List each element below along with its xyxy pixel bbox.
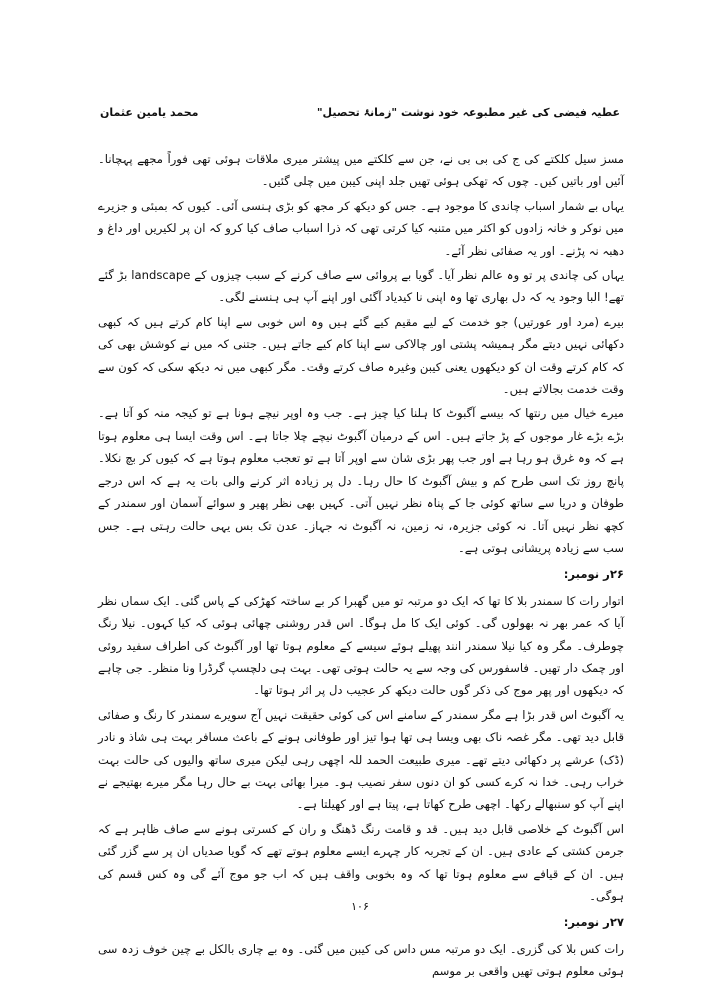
body-paragraph: رات کس بلا کی گزری۔ ایک دو مرتبہ مس داس کی کیبن میں گئی۔ وہ بے چاری بالکل بے چین خوف زدہ سی ہوئی معلوم ہوتی تھیں واقعی بر موسم xyxy=(98,941,624,979)
header-author: محمد یامین عثمان xyxy=(100,106,199,119)
body-paragraph: اس آگبوٹ کے خلاصی قابل دید ہیں۔ قد و قامت رنگ ڈھنگ و ران کے کسرتی ہونے سے صاف ظاہر ہے کہ جرمن کشتی کے عادی ہیں۔ ان کے تجربہ کار چہرے ایسے معلوم ہوتے تھے کہ گویا صدیاں ان پر سے گزر گئی ہیں۔ ان کے قیافے سے معلوم ہوتا تھا کہ وہ بخوبی واقف ہیں کہ اب جو موج آئے گی وہ کس قسم کی ہوگی۔ xyxy=(98,821,624,903)
body-paragraph: مسز سیل کلکتے کی ج کی بی بی نے، جن سے کلکتے میں پیشتر میری ملاقات ہوئی تھی فوراً مجھے پہچانا۔ آئیں اور باتیں کیں۔ چوں کہ تھکی ہوئی تھیں جلد اپنی کیبن میں چلی گئیں۔ xyxy=(98,152,624,189)
body-paragraph: یہاں کی چاندی پر تو وہ عالم نظر آیا۔ گویا بے پروائی سے صاف کرنے کے سبب چیزوں کے landscape بڑ گئے تھے! البا وجود یہ کہ دل بھاری تھا وہ اپنی نا کیدیاد آگئی اور اپنے آپ ہی ہنسنے لگی۔ xyxy=(98,268,624,305)
section-date-heading: ۲۷ر نومبر: xyxy=(563,915,624,930)
body-text xyxy=(98,148,624,985)
body-paragraph: اتوار رات کا سمندر بلا کا تھا کہ ایک دو مرتبہ تو میں گھبرا کر بے ساختہ کھڑکی کے پاس گئی۔ ایک سماں نظر آیا کہ عمر بھر نہ بھولوں گی۔ کوئی ایک کا مل ہوگا۔ اس قدر روشنی چھائی ہوئی کہ کیا کہوں۔ نیلا رنگ چوطرف۔ مگر وہ کیا نیلا سمندر انند پھیلے ہوئے سیسے کے معلوم ہوتا تھا اور آگبوٹ کی اطراف سفید روئی اور چمک دار تھیں۔ فاسفورس کی وجہ سے یہ حالت ہوتی تھی۔ بہت ہی دلچسپ گرڈرا ونا منظر۔ جی چاہے کہ دیکھوں اور پھر موج کی ذکر گوں حالت دیکھ کر عجیب دل پر اثر ہوتا تھا۔ xyxy=(98,593,624,698)
body-paragraph: یہ آگبوٹ اس قدر بڑا ہے مگر سمندر کے سامنے اس کی کوئی حقیقت نہیں آج سویرے سمندر کا رنگ و صفائی قابل دید تھی۔ مگر غصہ ناک بھی ویسا ہی تھا ہوا تیز اور طوفانی ہونے کے باعث مسافر بہت ہی شاذ و نادر (ڈک) عرشے پر دکھائی دیتے تھے۔ میری طبیعت الحمد للہ اچھی رہی لیکن میری ساتھ والیوں کی حالت بہت خراب رہی۔ خدا نہ کرے کسی کو ان دنوں سفر نصیب ہو۔ میرا بھائی بہت بے حال رہا مگر میرے بھتیجے نے اپنے آپ کو سنبھالے رکھا۔ اچھی طرح کھاتا ہے، پیتا ہے اور کھیلتا ہے۔ xyxy=(98,707,624,812)
body-paragraph: یہاں بے شمار اسباب چاندی کا موجود ہے۔ جس کو دیکھ کر مجھ کو بڑی ہنسی آئی۔ کیوں کہ بمبئی و جزیرے میں نوکر و خانہ زادوں کو اکثر میں متنبہ کیا کرتی تھی کہ ذرا اسباب صاف کیا کرو کہ ان پر لکیریں اور داغ و دھبہ نہ پڑنے۔ اور یہ صفائی نظر آئے۔ xyxy=(98,198,624,258)
body-paragraph: بیرے (مرد اور عورتیں) جو خدمت کے لیے مقیم کیے گئے ہیں وہ اس خوبی سے اپنا کام کرتے ہیں کہ کبھی دکھائی نہیں دیتے مگر ہمیشہ پشتی اور چالاکی سے اپنا کام کیے جاتے ہیں۔ جتنی کہ میں نے کوشش بھی کی کہ کام کرتے وقت ان کو دیکھوں یعنی کیبن وغیرہ صاف کرتے وقت۔ مگر کبھی میں نہ دیکھ سکی کہ کون سے وقت خدمت بجالاتے ہیں۔ xyxy=(98,314,624,397)
running-header xyxy=(100,106,620,126)
page-number: ۱۰۶ xyxy=(351,900,369,913)
header-book-title: عطیہ فیضی کی غیر مطبوعہ خود نوشت "زمانۂ تحصیل" xyxy=(316,106,620,119)
body-paragraph: میرے خیال میں رنتھا کہ بیسے آگبوٹ کا ہلنا کیا چیز ہے۔ جب وہ اوپر نیچے ہونا ہے تو کیجہ منہ کو آتا ہے۔ بڑے بڑے غار موجوں کے پڑ جاتے ہیں۔ اس کے درمیان آگبوٹ نیچے چلا جاتا ہے۔ اس وقت ایسا ہی معلوم ہوتا ہے کہ وہ غرق ہو رہا ہے اور جب پھر بڑی شان سے اوپر آتا ہے تو تعجب معلوم ہوتا ہے کہ کیوں کر بچ نکلا۔ پانچ روز تک اسی طرح کم و بیش آگبوٹ کا حال رہا۔ دل پر زیادہ اثر کرنے والی بات یہ ہے کہ اس درجے طوفان و دریا سے ساتھ کوئی جا کے پناہ نظر نہیں آتی۔ کہیں بھی نظر پھیر و سوائے آسمان اور سمندر کے کچھ نظر نہیں آتا۔ نہ کوئی جزیرہ، نہ زمین، نہ آگبوٹ نہ جہاز۔ عدن تک بس یہی حالت رہتی ہے۔ جس سب سے زیادہ پریشانی ہوتی ہے۔ xyxy=(98,406,624,555)
section-date-heading: ۲۶ر نومبر: xyxy=(563,567,624,582)
